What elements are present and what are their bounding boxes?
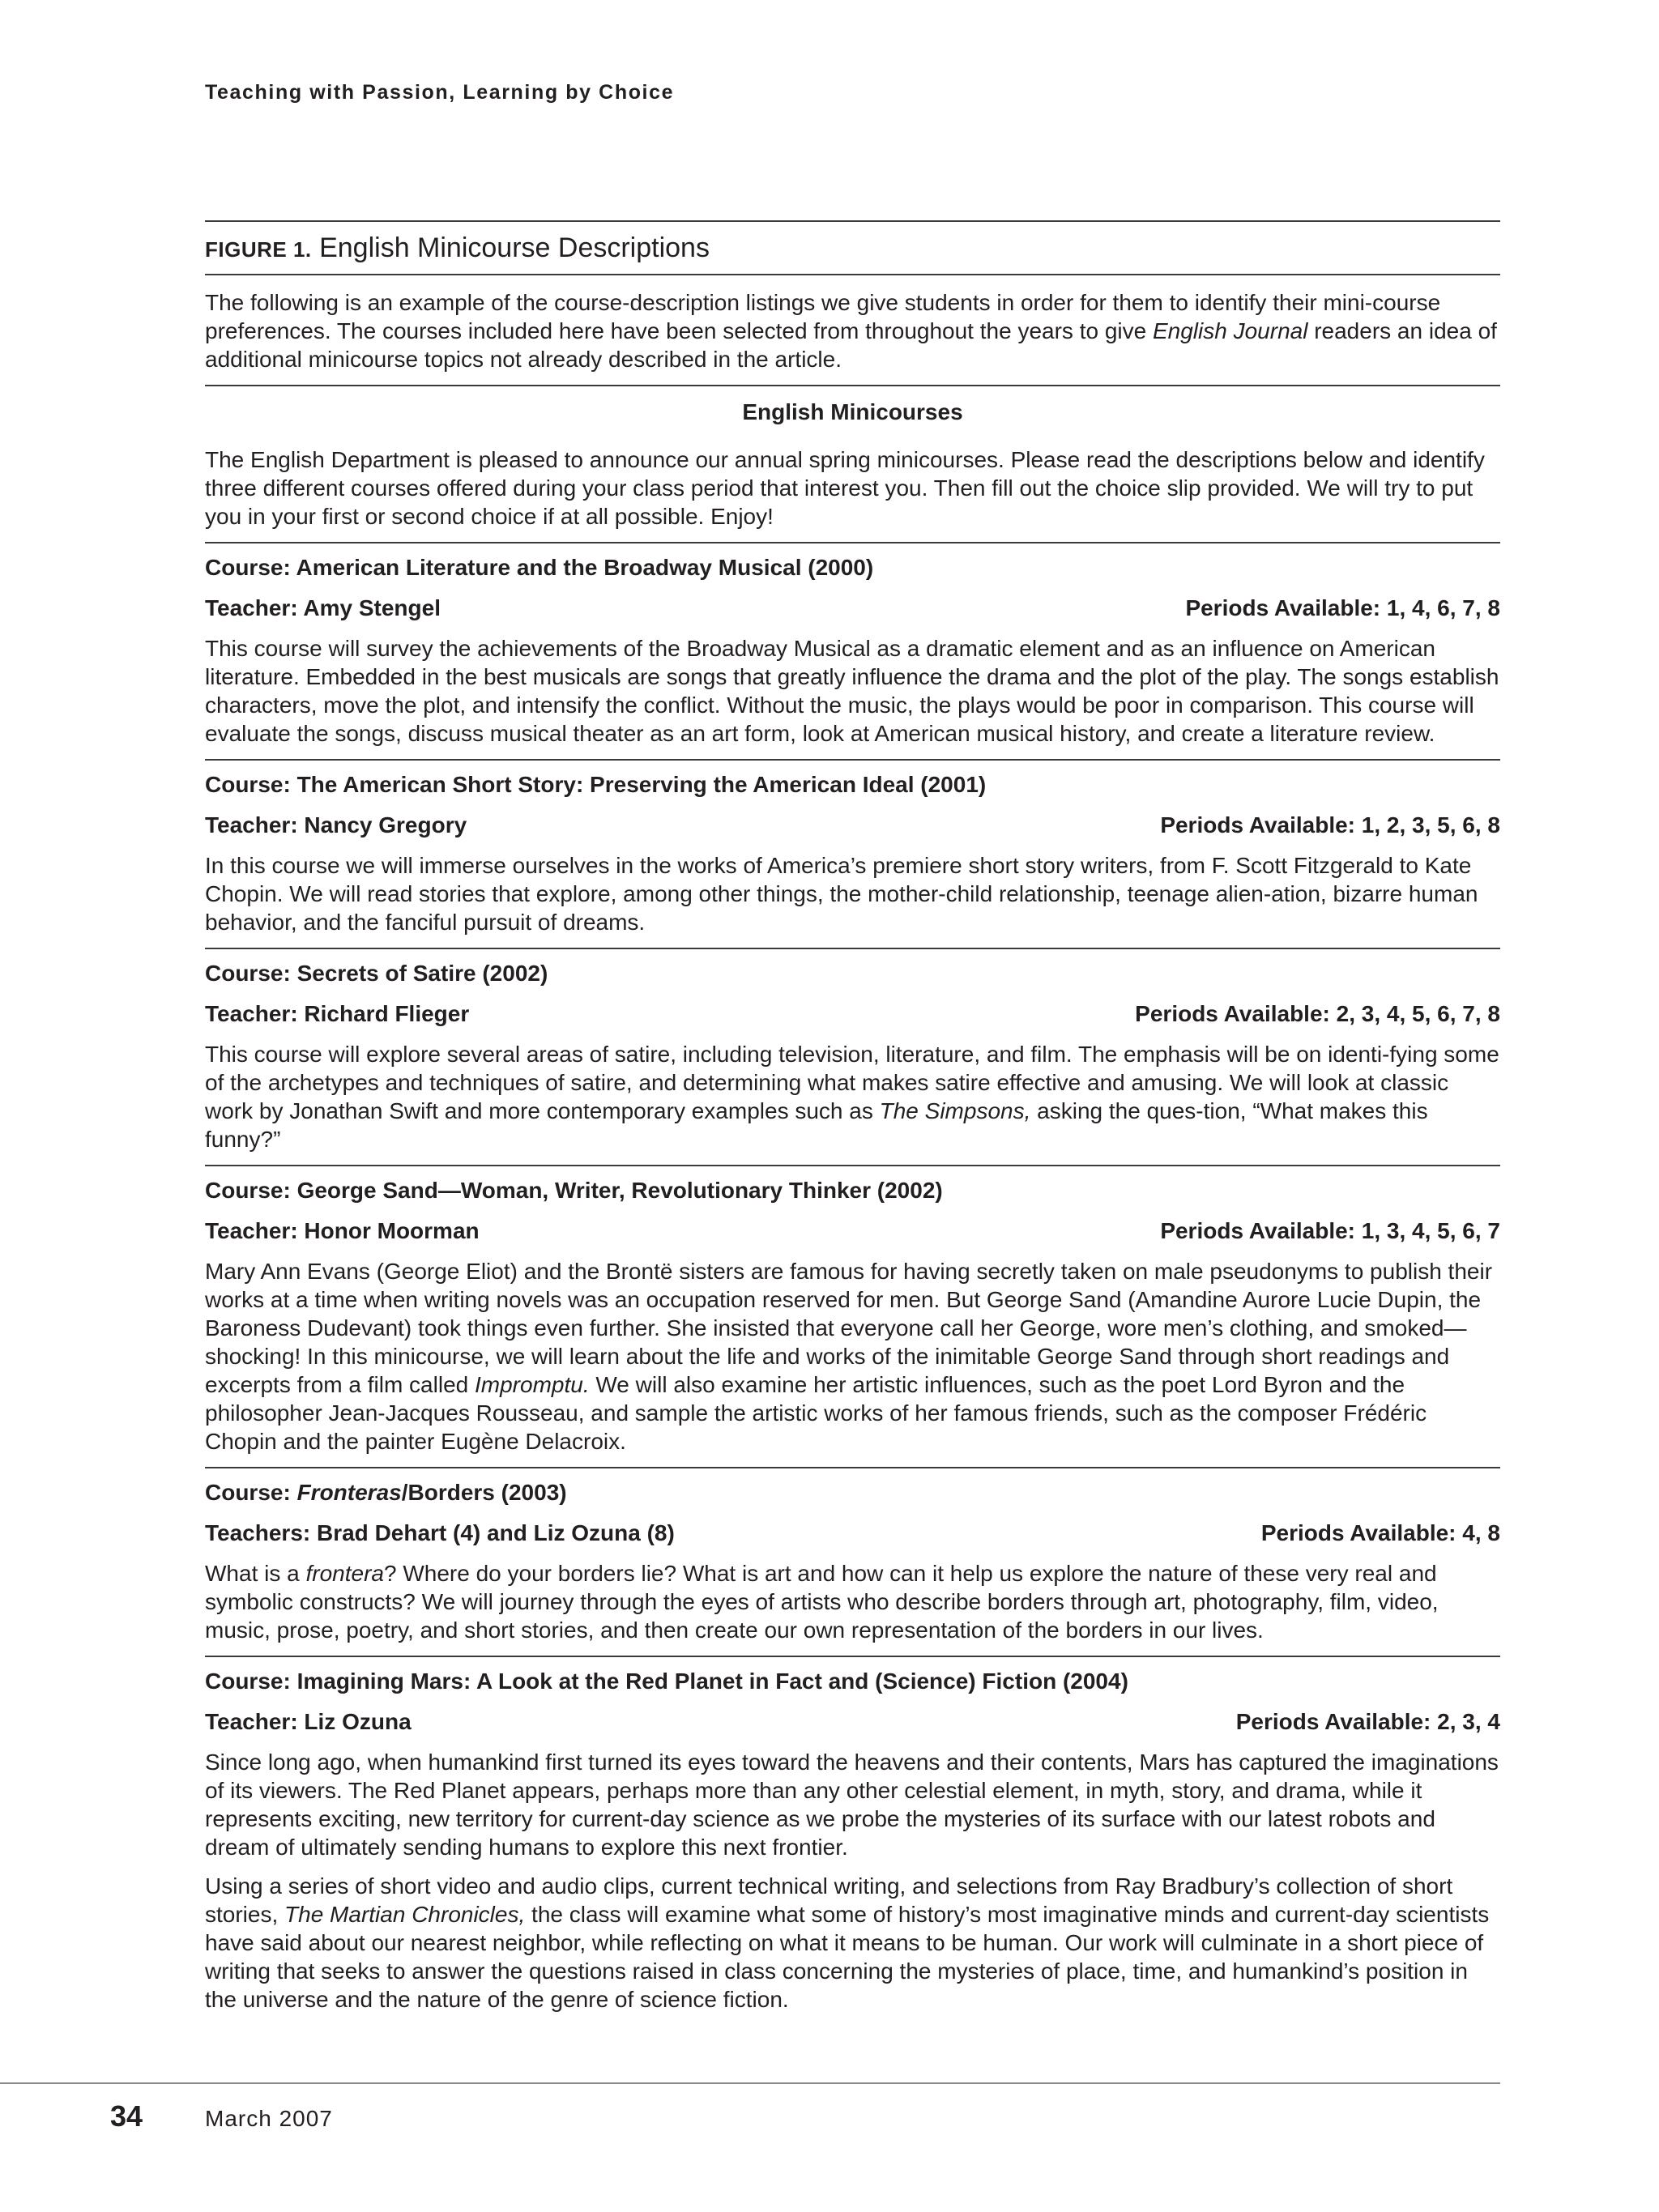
text-run: In this course we will immerse ourselves in the works of America’s premiere short story writers, from F. Scott Fitzgerald to Kate Chopin. We will read stories that explore, among other things, the mother-child relationship, teenage alien-ation, bizarre human behavior, and the fanciful pursuit of dreams. — [205, 853, 1478, 935]
course-periods: Periods Available: 4, 8 — [1260, 1520, 1500, 1545]
text-run: Course: Secrets of Satire (2002) — [205, 961, 548, 986]
course-title — [205, 770, 1500, 799]
course-description — [205, 1748, 1500, 1861]
figure-title — [205, 222, 1500, 274]
running-head: Teaching with Passion, Learning by Choice — [205, 81, 675, 104]
text-run: Course: Imagining Mars: A Look at the Red Planet in Fact and (Science) Fiction (2004) — [205, 1669, 1128, 1694]
course-periods: Periods Available: 1, 3, 4, 5, 6, 7 — [1160, 1218, 1500, 1243]
course-entry — [205, 761, 1500, 948]
course-title — [205, 1176, 1500, 1204]
page-number: 34 — [110, 2099, 143, 2133]
italic-text: Impromptu. — [475, 1372, 590, 1397]
course-list — [205, 542, 1500, 2025]
course-description — [205, 1872, 1500, 2014]
text-run: Course: The American Short Story: Preserving the American Ideal (2001) — [205, 772, 987, 797]
course-teacher: Teacher: Honor Moorman — [205, 1218, 480, 1243]
course-description — [205, 1559, 1500, 1644]
course-periods: Periods Available: 2, 3, 4 — [1235, 1709, 1500, 1734]
course-teacher: Teacher: Amy Stengel — [205, 595, 441, 620]
course-entry — [205, 1657, 1500, 2025]
italic-text: English Journal — [1152, 318, 1308, 343]
text-run: What is a — [205, 1561, 306, 1586]
figure-intro — [205, 275, 1500, 385]
course-meta — [205, 594, 1500, 622]
course-entry — [205, 543, 1500, 759]
text-run: the class will examine what some of history’s most imaginative minds and current-day scientists have said about our nearest neighbor, while reflecting on what it means to be human. Our work will culminate in a short piece of writing that seeks to answer the questions raised in class concerning the mysteries of place, time, and humankind’s position in the universe and the nature of the genre of science fiction. — [205, 1902, 1490, 2012]
text-run: Mary Ann Evans (George Eliot) and the Brontë sisters are famous for having secretly taken on male pseudonyms to publish their works at a time when writing novels was an occupation reserved for men. But George Sand (Amandine Aurore Lucie Dupin, the Baroness Dudevant) took things even further. She insisted that everyone call her George, wore men’s clothing, and smoked—shocking! In this minicourse, we will learn about the life and works of the inimitable George Sand through short readings and excerpts from a film called — [205, 1259, 1493, 1397]
course-description — [205, 634, 1500, 748]
course-title — [205, 1667, 1500, 1695]
text-run: The following is an example of the course-description listings we give students in order for them to identify their mini-course preferences. The courses included here have been selected from throughout the years to give — [205, 290, 1441, 343]
course-periods: Periods Available: 1, 4, 6, 7, 8 — [1185, 595, 1500, 620]
course-title — [205, 1478, 1500, 1507]
text-run: asking the ques-tion, “What makes this funny?” — [205, 1098, 1428, 1152]
announcement: The English Department is pleased to announce our annual spring minicourses. Please read the descriptions below and identify three different courses offered during your class period that interest you. Then fill out the choice slip provided. We will try to put you in your first or second choice if at all possible. Enjoy! — [205, 447, 1485, 529]
course-meta — [205, 1217, 1500, 1245]
course-meta — [205, 811, 1500, 839]
course-periods: Periods Available: 1, 2, 3, 5, 6, 8 — [1160, 812, 1500, 837]
text-run: This course will explore several areas of satire, including television, literature, and film. The emphasis will be on identi-fying some of the archetypes and techniques of satire, and determining what makes satire effective and amusing. We will look at classic work by Jonathan Swift and more contemporary examples such as — [205, 1042, 1499, 1123]
course-teacher: Teachers: Brad Dehart (4) and Liz Ozuna (8) — [205, 1520, 675, 1545]
course-entry — [205, 949, 1500, 1165]
course-meta — [205, 1519, 1500, 1547]
course-title — [205, 959, 1500, 987]
italic-text: Fronteras — [296, 1480, 402, 1505]
footer-rule — [0, 2082, 1500, 2084]
course-entry — [205, 1468, 1500, 1656]
course-title — [205, 553, 1500, 582]
italic-text: frontera — [305, 1561, 384, 1586]
course-teacher: Teacher: Richard Flieger — [205, 1001, 470, 1026]
course-meta — [205, 999, 1500, 1028]
text-run: readers an idea of additional minicourse topics not already described in the article. — [205, 318, 1497, 372]
text-run: Course: — [205, 1480, 297, 1505]
course-description — [205, 1040, 1500, 1153]
figure-label: FIGURE 1. — [205, 237, 312, 262]
section-heading: English Minicourses — [742, 399, 963, 424]
text-run: Using a series of short video and audio clips, current technical writing, and selections from Ray Bradbury’s collection of short stories, — [205, 1873, 1453, 1927]
issue-date: March 2007 — [205, 2106, 333, 2131]
text-run: /Borders (2003) — [401, 1480, 567, 1505]
text-run: We will also examine her artistic influences, such as the poet Lord Byron and the philosopher Jean-Jacques Rousseau, and sample the artistic works of her famous friends, such as the composer Frédéric Chopin and the painter Eugène Delacroix. — [205, 1372, 1427, 1454]
italic-text: The Martian Chronicles, — [284, 1902, 526, 1927]
course-periods: Periods Available: 2, 3, 4, 5, 6, 7, 8 — [1135, 1001, 1500, 1026]
course-teacher: Teacher: Nancy Gregory — [205, 812, 467, 837]
course-meta — [205, 1707, 1500, 1736]
text-run: This course will survey the achievements of the Broadway Musical as a dramatic element and as an influence on American literature. Embedded in the best musicals are songs that greatly influence the drama and the plot of the play. The songs establish characters, move the plot, and intensify the conflict. Without the music, the plays would be poor in comparison. This course will evaluate the songs, discuss musical theater as an art form, look at American musical history, and create a literature review. — [205, 636, 1499, 746]
course-description — [205, 851, 1500, 936]
text-run: Course: American Literature and the Broadway Musical (2000) — [205, 555, 874, 580]
course-description — [205, 1257, 1500, 1455]
course-entry — [205, 1166, 1500, 1467]
text-run: Course: George Sand—Woman, Writer, Revolutionary Thinker (2002) — [205, 1178, 943, 1203]
figure-title-text: English Minicourse Descriptions — [319, 232, 710, 263]
figure-1 — [205, 220, 1500, 2025]
italic-text: The Simpsons, — [879, 1098, 1031, 1123]
course-teacher: Teacher: Liz Ozuna — [205, 1709, 412, 1734]
text-run: Since long ago, when humankind first turned its eyes toward the heavens and their contents, Mars has captured the imaginations of its viewers. The Red Planet appears, perhaps more than any other celestial element, in myth, story, and drama, while it represents exciting, new territory for current-day science as we probe the mysteries of its surface with our latest robots and dream of ultimately sending humans to explore this next frontier. — [205, 1750, 1499, 1860]
text-run: ? Where do your borders lie? What is art and how can it help us explore the nature of these very real and symbolic constructs? We will journey through the eyes of artists who describe borders through art, photography, film, video, music, prose, poetry, and short stories, and then create our own representation of the borders in our lives. — [205, 1561, 1439, 1643]
